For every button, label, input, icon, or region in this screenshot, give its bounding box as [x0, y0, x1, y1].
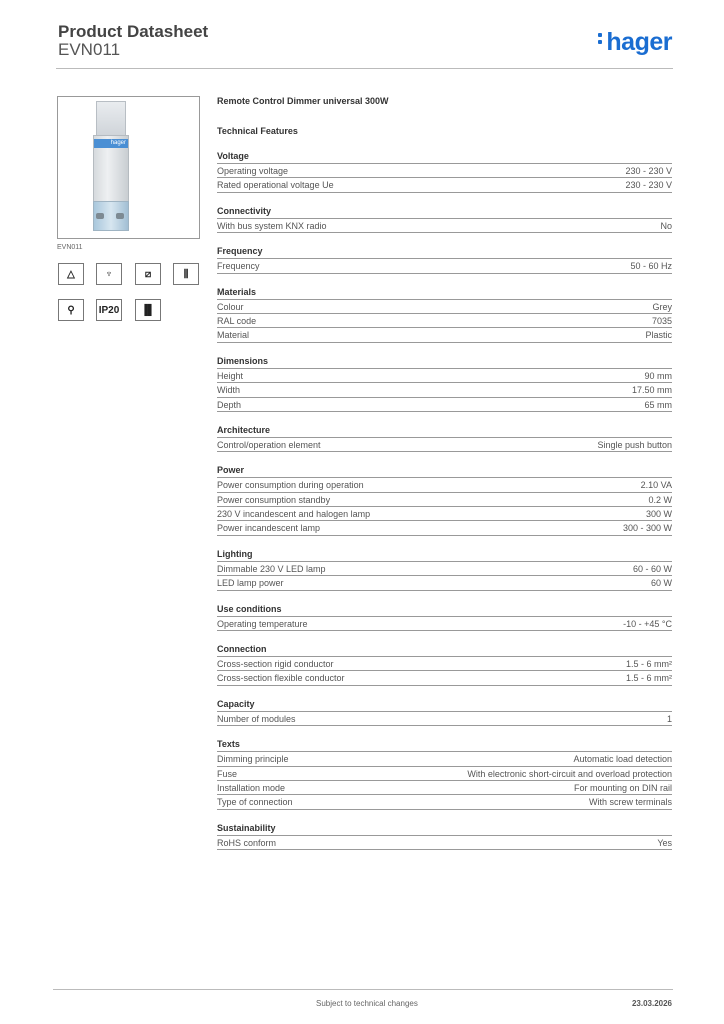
- cfl-lamp-icon: ⫼: [173, 263, 199, 285]
- spec-value: 60 W: [650, 578, 672, 589]
- spec-row: [217, 478, 672, 492]
- device-brand-label: hager: [94, 139, 128, 148]
- section-title: Lighting: [217, 548, 672, 562]
- section-title: Materials: [217, 286, 672, 300]
- dimmer-symbol-icon: △: [58, 263, 84, 285]
- page-header: [58, 20, 672, 68]
- product-image-caption: EVN011: [57, 244, 83, 251]
- spec-label: Dimming principle: [217, 754, 289, 765]
- spec-label: Width: [217, 385, 241, 396]
- dimmer-device-illustration: [96, 101, 126, 235]
- spec-section: [217, 464, 672, 536]
- product-image: [57, 96, 200, 239]
- logo-text: hager: [606, 28, 672, 56]
- footer-date: 23.03.2026: [631, 999, 672, 1008]
- spec-label: Depth: [217, 399, 242, 410]
- halogen-lamp-icon: ♆: [96, 263, 122, 285]
- spec-row: [217, 438, 672, 452]
- spec-label: Rated operational voltage Ue: [217, 180, 334, 191]
- spec-value: With screw terminals: [588, 797, 672, 808]
- spec-value: 1: [666, 713, 672, 724]
- spec-section: [217, 424, 672, 452]
- spec-section: [217, 603, 672, 631]
- spec-row: [217, 300, 672, 314]
- section-title: Use conditions: [217, 603, 672, 617]
- spec-section: [217, 150, 672, 193]
- spec-section: [217, 738, 672, 810]
- spec-value: 300 - 300 W: [622, 523, 672, 534]
- spec-row: [217, 369, 672, 383]
- logo-dots-icon: [598, 30, 603, 47]
- spec-section: [217, 205, 672, 233]
- spec-row: [217, 398, 672, 412]
- spec-label: Height: [217, 370, 244, 381]
- spec-label: Operating temperature: [217, 618, 308, 629]
- spec-value: For mounting on DIN rail: [573, 782, 672, 793]
- section-title: Texts: [217, 738, 672, 752]
- spec-label: With bus system KNX radio: [217, 220, 327, 231]
- section-title: Power: [217, 464, 672, 478]
- spec-label: Dimmable 230 V LED lamp: [217, 563, 326, 574]
- spec-value: 50 - 60 Hz: [630, 261, 672, 272]
- spec-value: 230 - 230 V: [625, 166, 672, 176]
- footer-divider: [53, 989, 673, 990]
- spec-section: [217, 355, 672, 412]
- spec-section: [217, 643, 672, 686]
- spec-section: [217, 548, 672, 591]
- spec-label: Number of modules: [217, 713, 296, 724]
- din-module-icon: ▐▌: [135, 299, 161, 321]
- spec-label: Installation mode: [217, 782, 286, 793]
- spec-value: 60 - 60 W: [632, 563, 672, 574]
- spec-label: RoHS conform: [217, 837, 277, 848]
- spec-row: [217, 781, 672, 795]
- spec-value: With electronic short-circuit and overload protection: [467, 768, 672, 779]
- spec-value: 1.5 - 6 mm²: [625, 673, 672, 684]
- spec-label: Power consumption during operation: [217, 480, 364, 491]
- spec-value: 0.2 W: [648, 494, 672, 505]
- ip20-rating: IP20: [96, 299, 122, 321]
- section-title: Capacity: [217, 698, 672, 712]
- spec-value: 2.10 VA: [640, 480, 672, 491]
- spec-row: [217, 164, 672, 178]
- section-title: Connection: [217, 643, 672, 657]
- section-title: Voltage: [217, 150, 672, 164]
- spec-value: 1.5 - 6 mm²: [625, 659, 672, 670]
- spec-row: [217, 314, 672, 328]
- spec-value: -10 - +45 °C: [623, 618, 672, 629]
- document-title: Product Datasheet: [58, 22, 209, 41]
- spec-label: Colour: [217, 301, 244, 312]
- spec-value: Yes: [657, 837, 672, 848]
- section-title: Architecture: [217, 424, 672, 438]
- spec-row: [217, 507, 672, 521]
- spec-label: Fuse: [217, 768, 238, 779]
- spec-row: [217, 671, 672, 685]
- spec-row: [217, 219, 672, 233]
- footer-note: Subject to technical changes: [316, 999, 418, 1008]
- spec-row: [217, 562, 672, 576]
- hager-logo: [598, 28, 672, 57]
- spec-row: [217, 328, 672, 342]
- spec-section: [217, 698, 672, 726]
- spec-label: Frequency: [217, 261, 260, 272]
- spec-row: [217, 576, 672, 590]
- spec-row: [217, 836, 672, 850]
- spec-value: Automatic load detection: [573, 754, 672, 765]
- product-code: EVN011: [58, 40, 121, 59]
- spec-row: [217, 178, 672, 192]
- header-divider: [56, 68, 673, 69]
- spec-value: Plastic: [645, 330, 672, 341]
- led-bulb-icon: ⚲: [58, 299, 84, 321]
- spec-label: 230 V incandescent and halogen lamp: [217, 509, 371, 520]
- spec-row: [217, 795, 672, 809]
- product-name: Remote Control Dimmer universal 300W: [217, 96, 389, 106]
- spec-value: 90 mm: [644, 370, 672, 381]
- section-title: Dimensions: [217, 355, 672, 369]
- section-title: Frequency: [217, 245, 672, 259]
- section-title: Connectivity: [217, 205, 672, 219]
- spec-section: [217, 286, 672, 343]
- technical-features-heading: Technical Features: [217, 126, 298, 136]
- spec-label: Cross-section flexible conductor: [217, 673, 345, 684]
- spec-row: [217, 767, 672, 781]
- spec-section: [217, 245, 672, 273]
- spec-label: Power consumption standby: [217, 494, 331, 505]
- spec-row: [217, 521, 672, 535]
- spec-label: Control/operation element: [217, 439, 321, 450]
- spec-value: 65 mm: [644, 399, 672, 410]
- spec-label: Type of connection: [217, 797, 293, 808]
- spec-section: [217, 822, 672, 850]
- spec-value: 17.50 mm: [631, 385, 672, 396]
- spec-table: [217, 94, 672, 850]
- spec-label: Operating voltage: [217, 166, 289, 176]
- spec-label: Material: [217, 330, 250, 341]
- spec-label: Cross-section rigid conductor: [217, 659, 334, 670]
- spec-sections: [217, 150, 672, 850]
- spec-value: 7035: [651, 315, 672, 326]
- spec-label: Power incandescent lamp: [217, 523, 321, 534]
- spec-row: [217, 493, 672, 507]
- spec-value: 230 - 230 V: [625, 180, 672, 191]
- spec-value: 300 W: [645, 509, 672, 520]
- spec-value: No: [660, 220, 672, 231]
- spec-row: [217, 657, 672, 671]
- spec-label: LED lamp power: [217, 578, 284, 589]
- section-title: Sustainability: [217, 822, 672, 836]
- spec-row: [217, 259, 672, 273]
- spec-value: Single push button: [597, 439, 672, 450]
- spec-value: Grey: [652, 301, 672, 312]
- transformer-icon: ⧄: [135, 263, 161, 285]
- spec-row: [217, 383, 672, 397]
- spec-row: [217, 617, 672, 631]
- spec-row: [217, 752, 672, 766]
- spec-row: [217, 712, 672, 726]
- spec-label: RAL code: [217, 315, 257, 326]
